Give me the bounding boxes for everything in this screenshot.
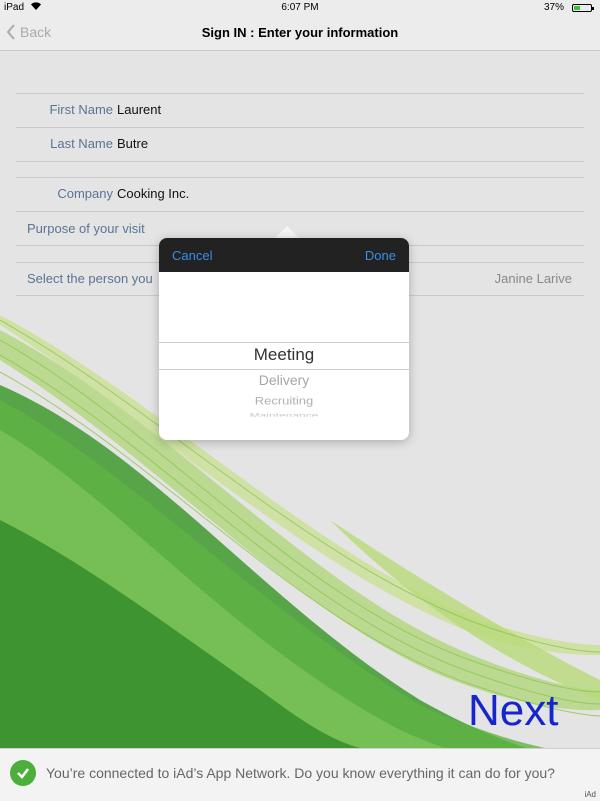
last-name-value: Butre [117,136,149,151]
purpose-field[interactable] [27,221,595,236]
divider [16,211,584,212]
company-field[interactable] [16,186,584,201]
person-label: Select the person you [27,271,153,286]
battery-percent: 37% [543,2,564,13]
popover-toolbar [159,238,409,272]
back-label: Back [20,24,52,40]
iad-badge: iAd [584,790,596,799]
done-button[interactable]: Done [364,248,396,263]
next-button[interactable]: Next [468,686,559,735]
picker-option[interactable]: Meeting [253,345,315,364]
popover-arrow [275,226,299,238]
last-name-field[interactable] [16,136,584,151]
clock: 6:07 PM [281,2,319,13]
cancel-button[interactable]: Cancel [172,248,213,263]
person-value: Janine Larive [494,271,572,286]
purpose-picker-popover [159,238,409,440]
last-name-label: Last Name [50,136,113,151]
picker-selection-top-line [159,342,409,343]
first-name-label: First Name [49,102,113,117]
purpose-label: Purpose of your visit [27,221,145,236]
first-name-field[interactable] [16,102,584,117]
picker-option[interactable]: Recruiting [254,394,314,407]
navigation-bar [0,16,600,51]
divider [16,127,584,128]
company-value: Cooking Inc. [117,186,190,201]
divider [16,93,584,94]
picker-selection-bottom-line [159,369,409,370]
iad-banner[interactable] [0,748,600,801]
checkmark-icon [10,760,36,786]
page-title: Sign IN : Enter your information [201,25,399,40]
divider [16,177,584,178]
status-bar [0,0,600,16]
divider [16,161,584,162]
first-name-value: Laurent [117,102,162,117]
device-name: iPad [4,2,25,13]
battery-icon [572,4,592,12]
banner-text: You’re connected to iAd’s App Network. Do you know everything it can do for you? [46,765,555,781]
company-label: Company [57,186,113,201]
picker-option[interactable]: Maintenance [249,411,319,417]
picker-option[interactable]: Delivery [258,372,310,388]
purpose-picker-wheel[interactable] [159,272,409,440]
